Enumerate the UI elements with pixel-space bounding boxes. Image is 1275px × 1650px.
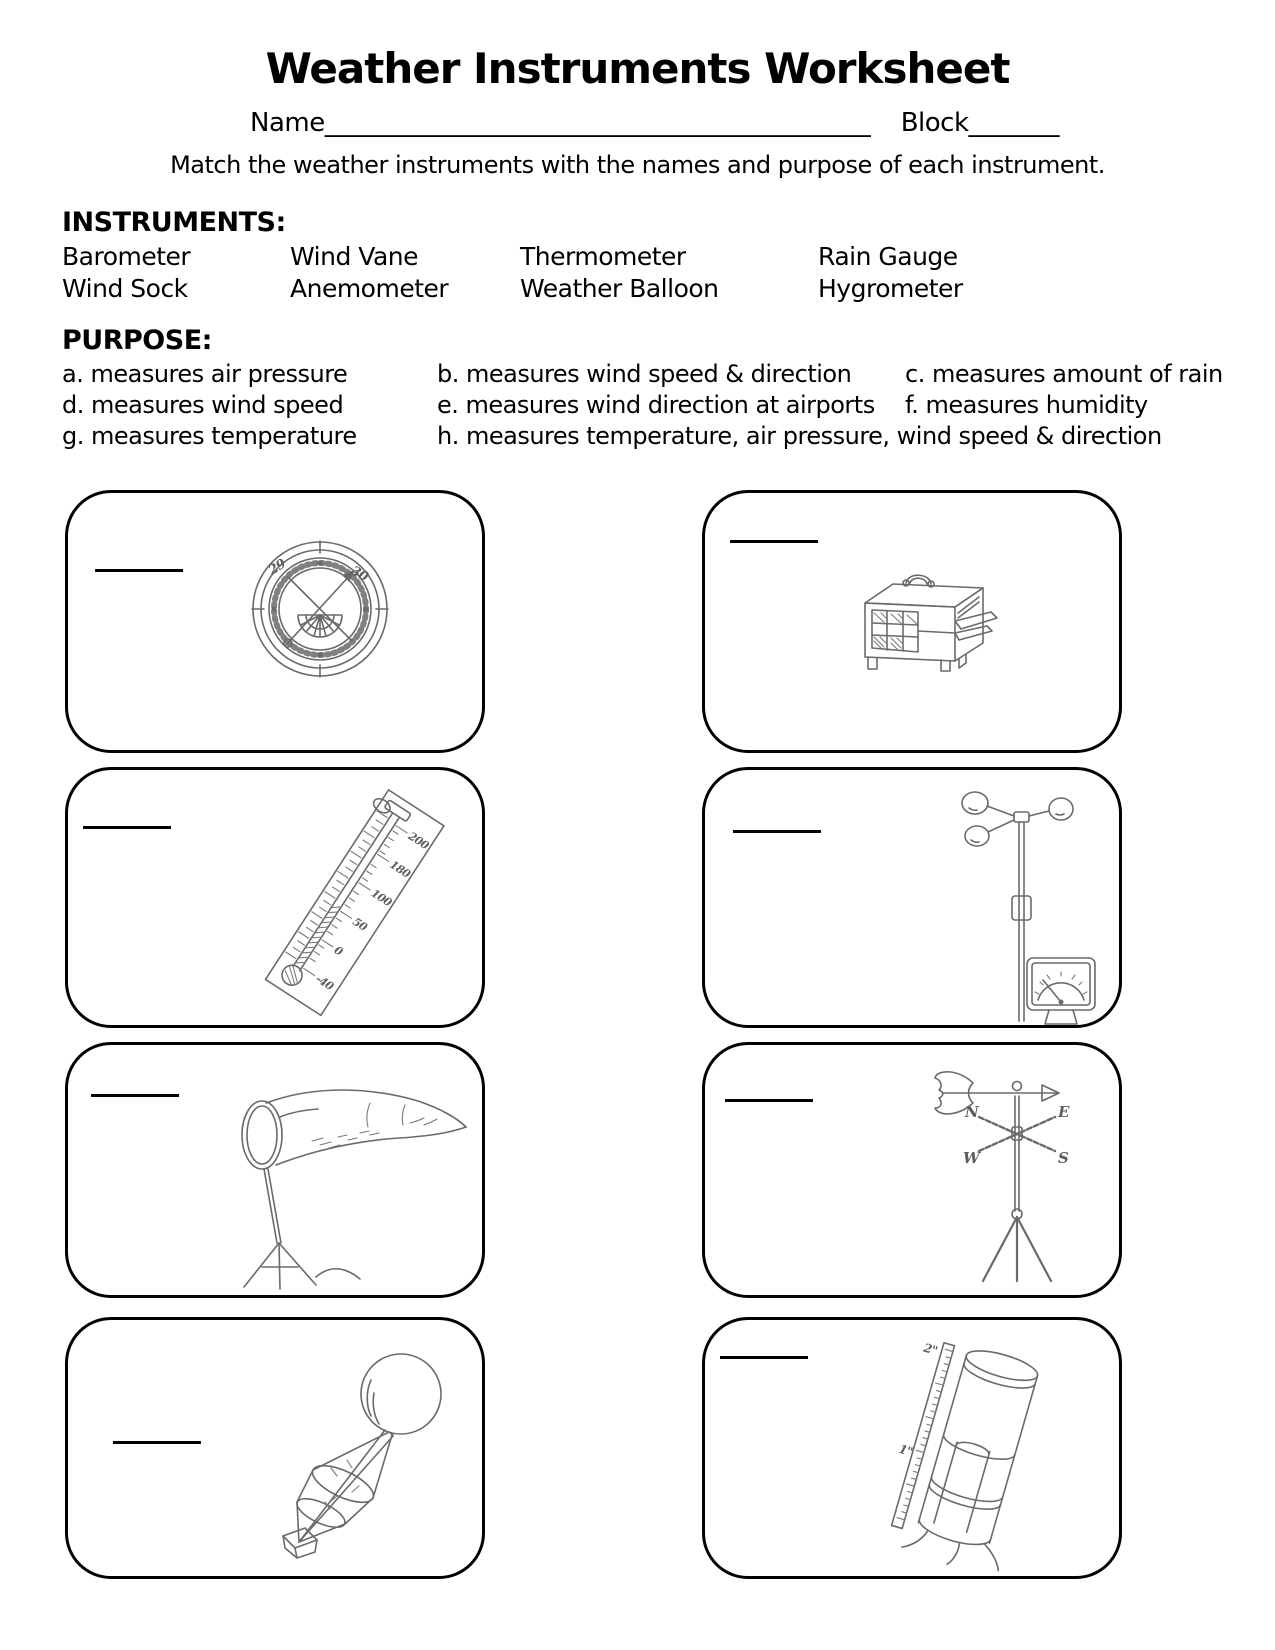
purpose-item-h: h. measures temperature, air pressure, wind speed & direction: [437, 422, 1162, 450]
card-anemometer: [702, 767, 1122, 1028]
instrument-name-anemometer: Anemometer: [290, 274, 449, 303]
purpose-row-1: [62, 360, 1223, 388]
answer-blank-rain-gauge[interactable]: [720, 1356, 808, 1359]
thermometer-scale-180: 180: [387, 858, 413, 881]
barometer-dial-label-30: 30: [348, 563, 371, 586]
thermometer-illustration: [263, 784, 448, 1024]
wind-vane-illustration: [927, 1061, 1072, 1286]
block-blank[interactable]: _______: [968, 108, 1060, 138]
hygrometer-illustration: [851, 569, 1001, 684]
purpose-item-e: e. measures wind direction at airports: [437, 391, 875, 419]
answer-blank-thermometer[interactable]: [83, 826, 171, 829]
name-block-row: [250, 108, 1060, 138]
barometer-dial-label-29: 29: [266, 556, 289, 579]
purpose-item-a: a. measures air pressure: [62, 360, 348, 388]
purpose-heading: PURPOSE:: [62, 325, 212, 356]
answer-blank-wind-vane[interactable]: [725, 1099, 813, 1102]
card-rain-gauge: [702, 1317, 1122, 1579]
thermometer-scale-0: 0: [331, 943, 345, 959]
instrument-name-hygrometer: Hygrometer: [818, 274, 963, 303]
page-title: Weather Instruments Worksheet: [265, 44, 1010, 93]
wind-vane-letter-n: N: [965, 1103, 979, 1121]
instrument-name-rain-gauge: Rain Gauge: [818, 242, 958, 271]
thermometer-scale-50: 50: [350, 915, 370, 934]
name-label: Name: [250, 108, 325, 138]
card-thermometer: [65, 767, 485, 1028]
answer-blank-weather-balloon[interactable]: [113, 1441, 201, 1444]
wind-sock-illustration: [220, 1077, 470, 1292]
rain-gauge-scale-2in: 2": [921, 1340, 939, 1358]
card-weather-balloon: [65, 1317, 485, 1579]
weather-balloon-illustration: [213, 1336, 458, 1576]
card-barometer: [65, 490, 485, 753]
instrument-name-thermometer: Thermometer: [520, 242, 686, 271]
thermometer-scale-neg40: -40: [313, 972, 336, 994]
answer-blank-anemometer[interactable]: [733, 830, 821, 833]
answer-blank-hygrometer[interactable]: [730, 540, 818, 543]
barometer-illustration: [248, 537, 393, 682]
wind-vane-letter-w: W: [963, 1149, 980, 1167]
wind-vane-letter-s: S: [1058, 1149, 1069, 1167]
anemometer-illustration: [931, 776, 1081, 1026]
purpose-item-d: d. measures wind speed: [62, 391, 344, 419]
rain-gauge-illustration: [888, 1336, 1063, 1576]
block-label: Block: [900, 108, 969, 138]
instructions-text: Match the weather instruments with the names and purpose of each instrument.: [170, 151, 1105, 179]
card-wind-sock: [65, 1042, 485, 1298]
thermometer-scale-200: 200: [405, 829, 431, 853]
purpose-item-f: f. measures humidity: [905, 391, 1148, 419]
thermometer-scale-100: 100: [368, 886, 394, 910]
purpose-item-g: g. measures temperature: [62, 422, 357, 450]
instruments-row-2: [62, 274, 963, 303]
instrument-name-weather-balloon: Weather Balloon: [520, 274, 719, 303]
rain-gauge-scale-1in: 1": [897, 1441, 915, 1459]
purpose-row-3: [62, 422, 1162, 450]
card-wind-vane: [702, 1042, 1122, 1298]
answer-blank-barometer[interactable]: [95, 569, 183, 572]
answer-blank-wind-sock[interactable]: [91, 1094, 179, 1097]
wind-vane-letter-e: E: [1058, 1103, 1069, 1121]
instrument-name-wind-sock: Wind Sock: [62, 274, 188, 303]
purpose-row-2: [62, 391, 1148, 419]
card-hygrometer: [702, 490, 1122, 753]
instruments-row-1: [62, 242, 958, 271]
instruments-heading: INSTRUMENTS:: [62, 207, 286, 238]
purpose-item-b: b. measures wind speed & direction: [437, 360, 852, 388]
purpose-item-c: c. measures amount of rain: [905, 360, 1223, 388]
name-blank[interactable]: __________________________________________: [324, 108, 871, 138]
instrument-name-wind-vane: Wind Vane: [290, 242, 418, 271]
instrument-name-barometer: Barometer: [62, 242, 191, 271]
